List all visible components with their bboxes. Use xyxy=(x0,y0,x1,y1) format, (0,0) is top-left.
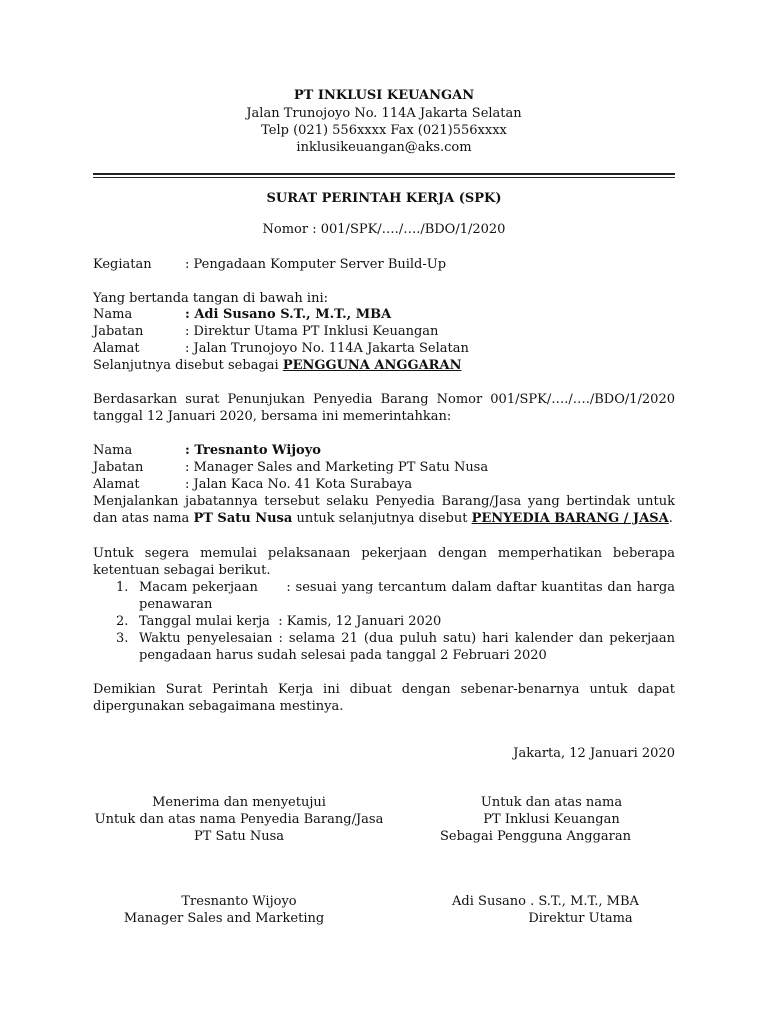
party1-intro: Yang bertanda tangan di bawah ini: xyxy=(93,291,328,306)
sig-right-line1: Untuk dan atas nama xyxy=(480,795,623,810)
document-title: SURAT PERINTAH KERJA (SPK) xyxy=(266,191,502,206)
term-3-line2: pengadaan harus sudah selesai pada tanggal 2 Februari 2020 xyxy=(139,648,547,663)
kegiatan-label: Kegiatan xyxy=(93,257,152,272)
term-1-line2: penawaran xyxy=(139,597,213,612)
term-2-number: 2. xyxy=(116,614,129,629)
party2-nama-label: Nama xyxy=(93,443,133,458)
kegiatan-value: : Pengadaan Komputer Server Build-Up xyxy=(185,257,447,272)
party1-alamat-value: : Jalan Trunojoyo No. 114A Jakarta Selatan xyxy=(185,341,469,356)
basis-line1: Berdasarkan surat Penunjukan Penyedia Barang Nomor 001/SPK/…./…./BDO/1/2020 xyxy=(93,392,675,407)
company-address: Jalan Trunojoyo No. 114A Jakarta Selatan xyxy=(246,106,522,121)
closing-line2: dipergunakan sebagaimana mestinya. xyxy=(93,699,344,714)
party2-line2-end: . xyxy=(668,511,673,526)
sig-right-line3: Sebagai Pengguna Anggaran xyxy=(439,829,632,844)
party2-alamat-label: Alamat xyxy=(93,477,140,492)
party1-jabatan-value: : Direktur Utama PT Inklusi Keuangan xyxy=(185,324,439,339)
party1-role-prefix: Selanjutnya disebut sebagai xyxy=(93,358,283,373)
party1-role-line xyxy=(93,357,461,374)
party1-nama-value: : Adi Susano S.T., M.T., MBA xyxy=(185,307,392,322)
party2-jabatan-value: : Manager Sales and Marketing PT Satu Nusa xyxy=(185,460,489,475)
party2-line2-a: dan atas nama xyxy=(93,511,194,526)
sig-left-line1: Menerima dan menyetujui xyxy=(152,795,326,810)
company-name: PT INKLUSI KEUANGAN xyxy=(293,88,475,103)
party2-jabatan-label: Jabatan xyxy=(93,460,144,475)
sig-left-line2: Untuk dan atas nama Penyedia Barang/Jasa xyxy=(94,812,384,827)
sig-left-name: Tresnanto Wijoyo xyxy=(181,894,297,909)
sig-left-line3: PT Satu Nusa xyxy=(193,829,285,844)
term-3-number: 3. xyxy=(116,631,129,646)
sig-right-line2: PT Inklusi Keuangan xyxy=(483,812,620,827)
company-email: inklusikeuangan@aks.com xyxy=(296,140,472,155)
party2-line1: Menjalankan jabatannya tersebut selaku Penyedia Barang/Jasa yang bertindak untuk xyxy=(93,494,675,509)
terms-intro-line1: Untuk segera memulai pelaksanaan pekerjaan dengan memperhatikan beberapa xyxy=(93,546,675,561)
party1-role: PENGGUNA ANGGARAN xyxy=(282,358,462,373)
term-1-number: 1. xyxy=(116,580,129,595)
party2-role: PENYEDIA BARANG / JASA xyxy=(471,511,669,526)
terms-intro-line2: ketentuan sebagai berikut. xyxy=(93,563,271,578)
party2-line2-b: untuk selanjutnya disebut xyxy=(292,511,472,526)
party2-alamat-value: : Jalan Kaca No. 41 Kota Surabaya xyxy=(185,477,413,492)
sig-right-name: Adi Susano . S.T., M.T., MBA xyxy=(452,894,639,909)
term-2-line1: Tanggal mulai kerja : Kamis, 12 Januari 2020 xyxy=(139,614,442,629)
term-3-line1: Waktu penyelesaian : selama 21 (dua puluh satu) hari kalender dan pekerjaan xyxy=(139,631,675,646)
sig-left-title: Manager Sales and Marketing xyxy=(123,911,325,926)
term-1-line1: Macam pekerjaan : sesuai yang tercantum dalam daftar kuantitas dan harga xyxy=(139,580,675,595)
closing-line1: Demikian Surat Perintah Kerja ini dibuat dengan sebenar-benarnya untuk dapat xyxy=(93,682,675,697)
sig-right-title: Direktur Utama xyxy=(528,911,633,926)
place-date: Jakarta, 12 Januari 2020 xyxy=(513,746,675,761)
party2-company: PT Satu Nusa xyxy=(193,511,293,526)
party1-nama-label: Nama xyxy=(93,307,133,322)
party2-line2 xyxy=(93,510,673,527)
party2-nama-value: : Tresnanto Wijoyo xyxy=(185,443,321,458)
basis-line2: tanggal 12 Januari 2020, bersama ini memerintahkan: xyxy=(93,409,452,424)
party1-alamat-label: Alamat xyxy=(93,341,140,356)
document-number: Nomor : 001/SPK/…./…./BDO/1/2020 xyxy=(262,222,506,237)
header-divider-thin xyxy=(93,177,675,178)
party1-jabatan-label: Jabatan xyxy=(93,324,144,339)
company-phone: Telp (021) 556xxxx Fax (021)556xxxx xyxy=(261,123,507,138)
header-divider-thick xyxy=(93,173,675,175)
